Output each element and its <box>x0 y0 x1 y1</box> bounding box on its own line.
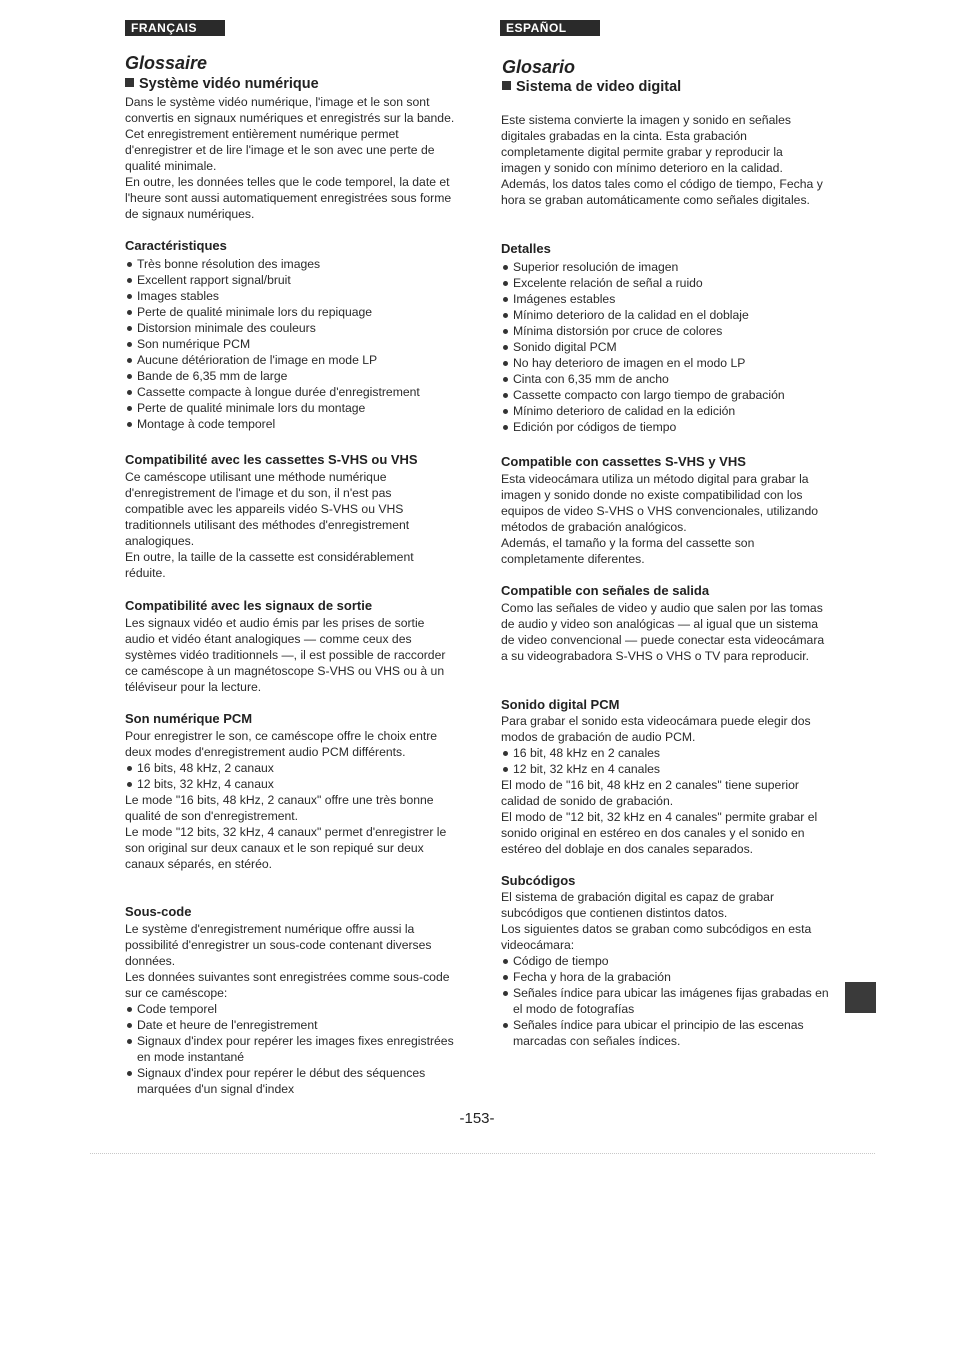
list-item: Señales índice para ubicar las imágenes fijas grabadas en el modo de fotografías <box>501 985 831 1017</box>
compat-svhs-heading-spanish: Compatible con cassettes S-VHS y VHS <box>501 454 746 469</box>
square-bullet-icon <box>125 78 134 87</box>
paragraph: Les données suivantes sont enregistrées comme sous-code sur ce caméscope: <box>125 970 450 1000</box>
paragraph: En outre, la taille de la cassette est considérablement réduite. <box>125 550 414 580</box>
list-item: Perte de qualité minimale lors du montage <box>125 400 455 416</box>
paragraph: El modo de "16 bit, 48 kHz en 2 canales" tiene superior calidad de sonido de grabación. <box>501 778 799 808</box>
section-title-text: Système vidéo numérique <box>139 76 319 92</box>
scan-divider-line <box>90 1153 875 1154</box>
list-item: Mínimo deterioro de la calidad en el doblaje <box>501 307 831 323</box>
paragraph: Pour enregistrer le son, ce caméscope offre le choix entre deux modes d'enregistrement audio PCM différents. <box>125 729 438 759</box>
list-item: Très bonne résolution des images <box>125 256 455 272</box>
list-item: Señales índice para ubicar el principio de las escenas marcadas con señales índices. <box>501 1017 831 1049</box>
compat-output-heading-french: Compatibilité avec les signaux de sortie <box>125 598 373 613</box>
list-item: Mínimo deterioro de calidad en la edición <box>501 403 831 419</box>
compat-output-text-french <box>125 615 447 695</box>
glossary-title-french: Glossaire <box>125 53 208 73</box>
paragraph: Les signaux vidéo et audio émis par les prises de sortie audio et vidéo étant analogiques — comme ceux des systèmes vidéo traditionnels —, il est possible de raccorder ce caméscope à un magnétoscope S-VHS ou VHS ou à un téléviseur pour la lecture. <box>125 616 446 694</box>
list-item: Date et heure de l'enregistrement <box>125 1017 455 1033</box>
list-item: Cinta con 6,35 mm de ancho <box>501 371 831 387</box>
list-item: Aucune détérioration de l'image en mode LP <box>125 352 455 368</box>
list-item: Signaux d'index pour repérer les images fixes enregistrées en mode instantané <box>125 1033 455 1065</box>
list-item: Fecha y hora de la grabación <box>501 969 831 985</box>
features-heading-spanish: Detalles <box>501 241 551 256</box>
compat-svhs-text-spanish <box>501 471 829 567</box>
list-item: Son numérique PCM <box>125 336 455 352</box>
paragraph: Le mode "16 bits, 48 kHz, 2 canaux" offre une très bonne qualité de son d'enregistrement. <box>125 793 434 823</box>
list-item: Images stables <box>125 288 455 304</box>
language-tag-spanish: ESPAÑOL <box>500 20 600 36</box>
features-list-spanish <box>501 259 831 435</box>
subcode-heading-french: Sous-code <box>125 904 192 919</box>
list-item: Montage à code temporel <box>125 416 455 432</box>
list-item: Imágenes estables <box>501 291 831 307</box>
section-title-text: Sistema de video digital <box>516 79 682 95</box>
list-item: 16 bit, 48 kHz en 2 canales <box>501 745 831 761</box>
subcode-text-spanish <box>501 889 831 1049</box>
paragraph: Esta videocámara utiliza un método digital para grabar la imagen y sonido donde no existe compatibilidad con los equipos de video S-VHS o VHS convencionales, utilizando métodos de grabación analógicos. <box>501 472 819 534</box>
compat-output-text-spanish <box>501 600 829 664</box>
list-item: Code temporel <box>125 1001 455 1017</box>
intro-block-spanish <box>501 112 826 208</box>
compat-output-heading-spanish: Compatible con señales de salida <box>501 583 710 598</box>
square-bullet-icon <box>502 81 511 90</box>
list-item: Signaux d'index pour repérer le début des séquences marquées d'un signal d'index <box>125 1065 455 1097</box>
list-item: Excellent rapport signal/bruit <box>125 272 455 288</box>
compat-svhs-text-french <box>125 469 445 581</box>
list-item: Código de tiempo <box>501 953 831 969</box>
list-item: Edición por códigos de tiempo <box>501 419 831 435</box>
paragraph: El modo de "12 bit, 32 kHz en 4 canales" permite grabar el sonido original en estéreo en dos canales y el sonido en estéreo del doblaje en dos canales separados. <box>501 810 818 856</box>
edge-index-tab <box>845 982 876 1013</box>
list-item: Sonido digital PCM <box>501 339 831 355</box>
list-item: Mínima distorsión por cruce de colores <box>501 323 831 339</box>
language-tag-french: FRANÇAIS <box>125 20 225 36</box>
list-item: Excelente relación de señal a ruido <box>501 275 831 291</box>
pcm-text-french <box>125 728 455 872</box>
features-list-french <box>125 256 455 432</box>
paragraph: Además, el tamaño y la forma del cassette son completamente diferentes. <box>501 536 755 566</box>
page-number: -153- <box>459 1110 495 1127</box>
paragraph: Le système d'enregistrement numérique offre aussi la possibilité d'enregistrer un sous-code contenant diverses données. <box>125 922 432 968</box>
paragraph: Los siguientes datos se graban como subcódigos en esta videocámara: <box>501 922 812 952</box>
paragraph: En outre, les données telles que le code temporel, la date et l'heure sont aussi automatiquement enregistrées sous forme de signaux numériques. <box>125 175 452 221</box>
list-item: 12 bit, 32 kHz en 4 canales <box>501 761 831 777</box>
list-item: Perte de qualité minimale lors du repiquage <box>125 304 455 320</box>
list-item: 16 bits, 48 kHz, 2 canaux <box>125 760 455 776</box>
paragraph: Como las señales de video y audio que salen por las tomas de audio y video son analógicas — al igual que un sistema de video convencional — puede conectar esta videocámara a su videograbadora S-VHS o VHS o TV para reproducir. <box>501 601 825 663</box>
section-title-french <box>125 76 319 93</box>
paragraph: Le mode "12 bits, 32 kHz, 4 canaux" permet d'enregistrer le son original sur deux canaux et le son repiqué sur deux canaux séparés, en stéréo. <box>125 825 447 871</box>
pcm-heading-spanish: Sonido digital PCM <box>501 697 620 712</box>
pcm-heading-french: Son numérique PCM <box>125 711 253 726</box>
subcode-text-french <box>125 921 455 1097</box>
list-item: Cassette compacte à longue durée d'enregistrement <box>125 384 455 400</box>
list-item: No hay deterioro de imagen en el modo LP <box>501 355 831 371</box>
list-item: Bande de 6,35 mm de large <box>125 368 455 384</box>
list-item: 12 bits, 32 kHz, 4 canaux <box>125 776 455 792</box>
section-title-spanish <box>502 79 681 96</box>
pcm-text-spanish <box>501 713 831 857</box>
intro-block-french <box>125 94 455 222</box>
compat-svhs-heading-french: Compatibilité avec les cassettes S-VHS ou VHS <box>125 452 418 467</box>
list-item: Cassette compacto con largo tiempo de grabación <box>501 387 831 403</box>
list-item: Distorsion minimale des couleurs <box>125 320 455 336</box>
paragraph: Para grabar el sonido esta videocámara puede elegir dos modos de grabación de audio PCM. <box>501 714 811 744</box>
list-item: Superior resolución de imagen <box>501 259 831 275</box>
paragraph: Este sistema convierte la imagen y sonido en señales digitales grabadas en la cinta. Esta grabación completamente digital permite grabar y reproducir la imagen y sonido con mínimo deterioro en la calidad. Además, los datos tales como el código de tiempo, Fecha y hora se graban automáticamente como señales digitales. <box>501 113 823 207</box>
paragraph: El sistema de grabación digital es capaz de grabar subcódigos que contienen distintos datos. <box>501 890 775 920</box>
paragraph: Ce caméscope utilisant une méthode numérique d'enregistrement de l'image et du son, il n'est pas compatible avec les appareils vidéo S-VHS ou VHS traditionnels utilisant des méthodes d'enregistrement analogiques. <box>125 470 410 548</box>
features-heading-french: Caractéristiques <box>125 238 227 253</box>
glossary-title-spanish: Glosario <box>502 57 576 77</box>
subcode-heading-spanish: Subcódigos <box>501 873 576 888</box>
paragraph: Dans le système vidéo numérique, l'image et le son sont convertis en signaux numériques et enregistrés sur la bande. Cet enregistrement entièrement numérique permet d'enregistrer et de lire l'image et le son avec une perte de qualité minimale. <box>125 95 455 173</box>
